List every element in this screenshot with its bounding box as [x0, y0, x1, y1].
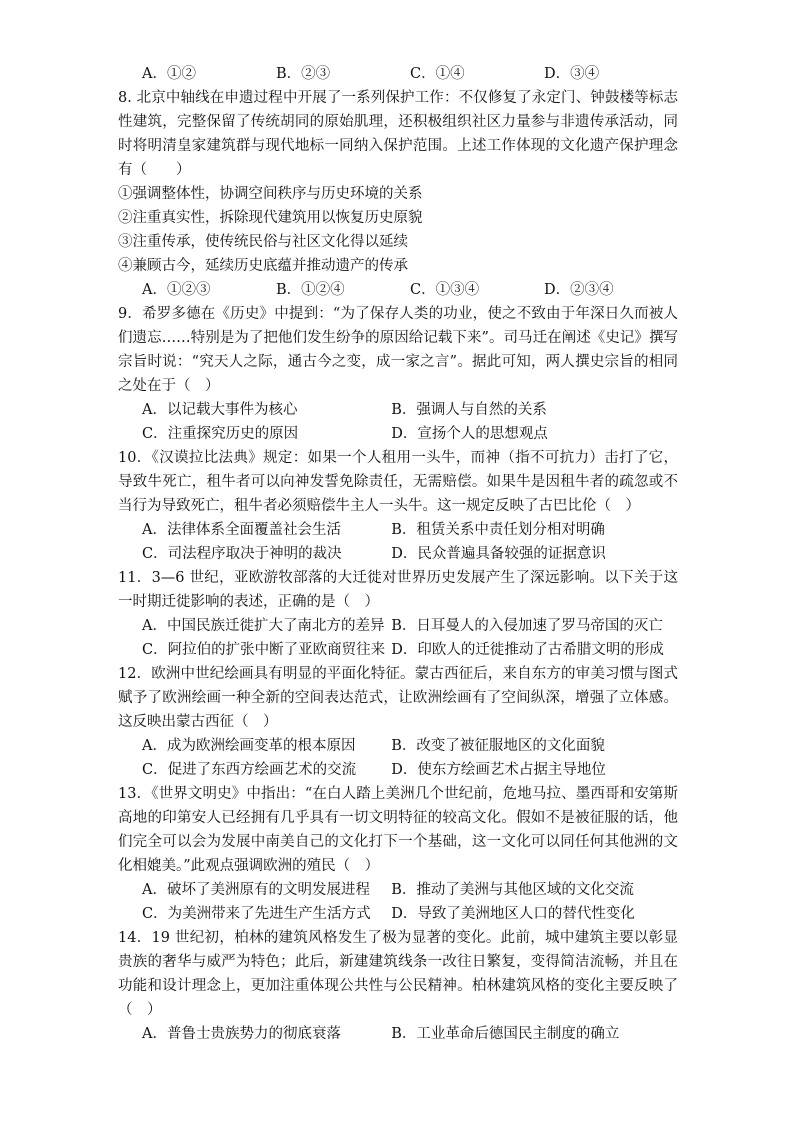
- q12-options-row2: [118, 758, 678, 782]
- q9-option-b[interactable]: B．强调人与自然的关系: [391, 402, 547, 418]
- q9-options-row2: [118, 422, 678, 446]
- q12-option-c[interactable]: C．促进了东西方绘画艺术的交流: [142, 762, 357, 778]
- q12-option-b[interactable]: B．改变了被征服地区的文化面貌: [391, 738, 605, 754]
- q12-option-a[interactable]: A．成为欧洲绘画变革的根本原因: [142, 738, 356, 754]
- q11-option-b[interactable]: B．日耳曼人的入侵加速了罗马帝国的灭亡: [391, 618, 663, 634]
- q10-option-c[interactable]: C．司法程序取决于神明的裁决: [142, 546, 342, 562]
- q14-option-b[interactable]: B．工业革命后德国民主制度的确立: [391, 1026, 620, 1042]
- q12-stem: 12．欧洲中世纪绘画具有明显的平面化特征。蒙古西征后，来自东方的审美习惯与图式赋予了欧洲绘画一种全新的空间表达范式，让欧洲绘画有了空间纵深，增强了立体感。这反映出蒙古西征（ ）: [118, 666, 678, 730]
- q10-option-d[interactable]: D．民众普遍具备较强的证据意识: [391, 546, 606, 562]
- q7-option-d[interactable]: D．③④: [544, 66, 600, 82]
- q8-stem: 8. 北京中轴线在申遗过程中开展了一系列保护工作：不仅修复了永定门、钟鼓楼等标志性建筑，完整保留了传统胡同的原始肌理，还积极组织社区力量参与非遗传承活动，同时将明清皇家建筑群与现代地标一同纳入保护范围。上述工作体现的文化遗产保护理念有（ ）: [118, 90, 678, 178]
- q14-stem: 14．19 世纪初，柏林的建筑风格发生了极为显著的变化。此前，城中建筑主要以彰显贵族的奢华与威严为特色；此后，新建建筑线条一改往日繁复，变得简洁流畅，并且在功能和设计理念上，更加注重体现公共性与公民精神。柏林建筑风格的变化主要反映了（ ）: [118, 930, 678, 1018]
- q13-option-d[interactable]: D．导致了美洲地区人口的替代性变化: [391, 906, 635, 922]
- q13-stem: 13．《世界文明史》中指出：“在白人踏上美洲几个世纪前，危地马拉、墨西哥和安第斯高地的印第安人已经拥有几乎具有一切文明特征的较高文化。假如不是被征服的话，他们完全可以会为发展中南美自己的文化打下一个基础，这一文化可以同任何其他洲的文化相媲美。”此观点强调欧洲的殖民（ ）: [118, 786, 678, 874]
- q11-options-row1: [118, 614, 678, 638]
- q11-option-a[interactable]: A．中国民族迁徙扩大了南北方的差异: [142, 618, 385, 634]
- q9-option-c[interactable]: C．注重探究历史的原因: [142, 426, 299, 442]
- q8-option-c[interactable]: C．①③④: [410, 282, 480, 298]
- q10-options-row2: [118, 542, 678, 566]
- q10-options-row1: [118, 518, 678, 542]
- q8-item-4: ④兼顾古今，延续历史底蕴并推动遗产的传承: [118, 258, 408, 274]
- q9-stem: 9．希罗多德在《历史》中提到：“为了保存人类的功业，使之不致由于年深日久而被人们遗忘……特别是为了把他们发生纷争的原因给记载下来”。司马迁在阐述《史记》撰写宗旨时说：“究天人之际，通古今之变，成一家之言”。据此可知，两人撰史宗旨的相同之处在于（ ）: [118, 306, 678, 394]
- q11-options-row2: [118, 638, 678, 662]
- q14-options-row1: [118, 1022, 678, 1046]
- q8-item-2: ②注重真实性，拆除现代建筑用以恢复历史原貌: [118, 210, 423, 226]
- q9-options-row1: [118, 398, 678, 422]
- q11-stem: 11．3—6 世纪，亚欧游牧部落的大迁徙对世界历史发展产生了深远影响。以下关于这一时期迁徙影响的表述，正确的是（ ）: [118, 570, 678, 610]
- q8-option-d[interactable]: D．②③④: [544, 282, 614, 298]
- q11-option-d[interactable]: D．印欧人的迁徙推动了古希腊文明的形成: [391, 642, 664, 658]
- q13-option-a[interactable]: A．破坏了美洲原有的文明发展进程: [142, 882, 370, 898]
- q10-option-a[interactable]: A．法律体系全面覆盖社会生活: [142, 522, 341, 538]
- q7-option-a[interactable]: A．①②: [142, 66, 196, 82]
- q13-option-b[interactable]: B．推动了美洲与其他区域的文化交流: [391, 882, 634, 898]
- q9-option-a[interactable]: A．以记载大事件为核心: [142, 402, 298, 418]
- q12-options-row1: [118, 734, 678, 758]
- q8-option-b[interactable]: B．①②④: [276, 282, 345, 298]
- q10-option-b[interactable]: B．租赁关系中责任划分相对明确: [391, 522, 605, 538]
- q7-option-b[interactable]: B．②③: [276, 66, 331, 82]
- q11-option-c[interactable]: C．阿拉伯的扩张中断了亚欧商贸往来: [142, 642, 386, 658]
- q8-item-3: ③注重传承，使传统民俗与社区文化得以延续: [118, 234, 408, 250]
- q7-option-c[interactable]: C．①④: [410, 66, 465, 82]
- q10-stem: 10．《汉谟拉比法典》规定：如果一个人租用一头牛，而神（指不可抗力）击打了它，导致牛死亡，租牛者可以向神发誓免除责任，无需赔偿。如果牛是因租牛者的疏忽或不当行为导致死亡，租牛者必须赔偿牛主人一头牛。这一规定反映了古巴比伦（ ）: [118, 450, 678, 514]
- q7-options: [118, 62, 678, 86]
- q13-options-row2: [118, 902, 678, 926]
- exam-page: [118, 62, 678, 1046]
- q8-item-1: ①强调整体性，协调空间秩序与历史环境的关系: [118, 186, 423, 202]
- q13-options-row1: [118, 878, 678, 902]
- q9-option-d[interactable]: D．宣扬个人的思想观点: [391, 426, 548, 442]
- q13-option-c[interactable]: C．为美洲带来了先进生产生活方式: [142, 906, 371, 922]
- q12-option-d[interactable]: D．使东方绘画艺术占据主导地位: [391, 762, 606, 778]
- q8-options: [118, 278, 678, 302]
- q14-option-a[interactable]: A．普鲁士贵族势力的彻底衰落: [142, 1026, 341, 1042]
- q8-option-a[interactable]: A．①②③: [142, 282, 211, 298]
